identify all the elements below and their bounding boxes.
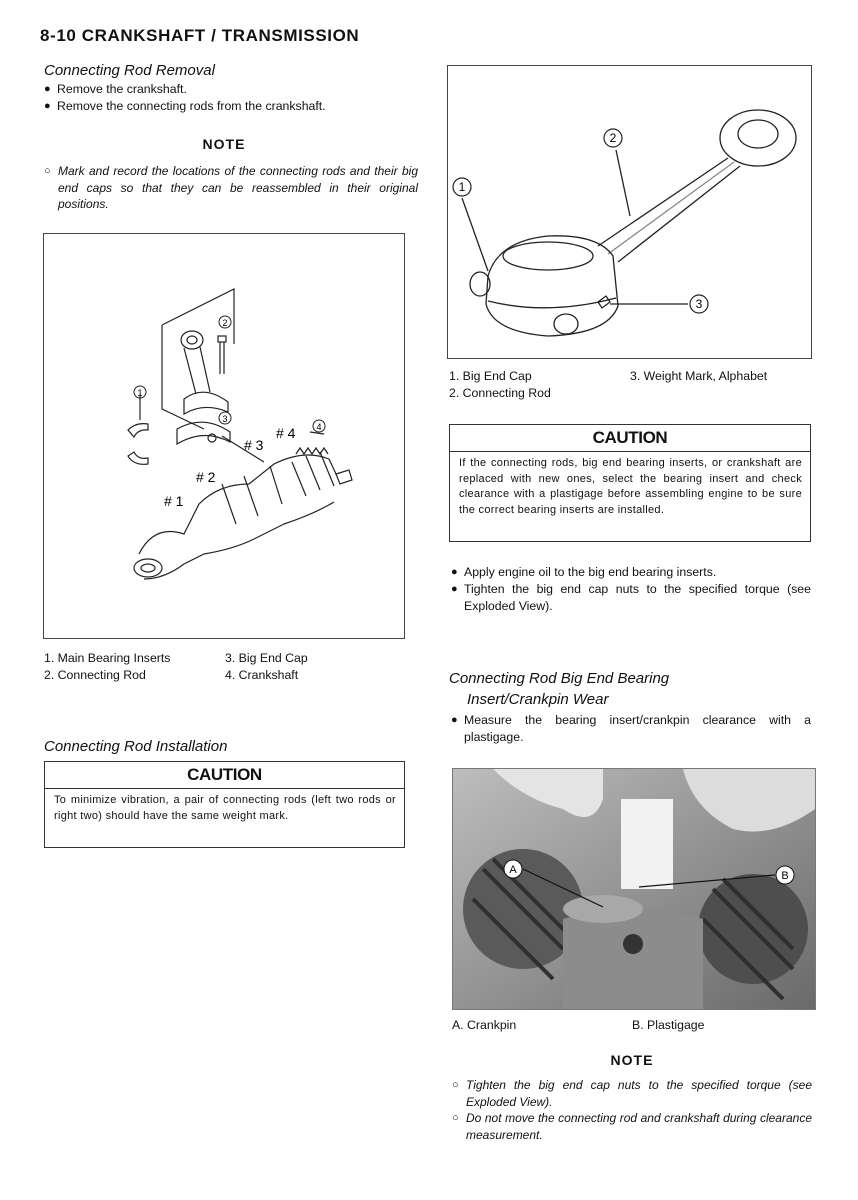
removal-section-title: Connecting Rod Removal bbox=[44, 62, 215, 79]
list-item: ● Remove the connecting rods from the crankshaft. bbox=[44, 98, 404, 115]
note-item: ○ Do not move the connecting rod and crankshaft during clearance measurement. bbox=[452, 1110, 812, 1143]
caution-text: If the connecting rods, big end bearing inserts, or crankshaft are replaced with new ones, select the bearing insert and check clearance with a plastigage before assembling engine to be sure the correct bearing inserts are installed. bbox=[459, 457, 802, 516]
note-list bbox=[452, 1077, 812, 1143]
caution-text: To minimize vibration, a pair of connecting rods (left two rods or right two) should have the same weight mark. bbox=[54, 794, 396, 822]
caution-heading: CAUTION bbox=[45, 762, 404, 789]
caption-big-end-cap: 3. Big End Cap bbox=[225, 651, 308, 665]
note-heading: NOTE bbox=[202, 136, 246, 152]
caution-heading: CAUTION bbox=[450, 425, 810, 452]
callout-1: 1 bbox=[458, 180, 466, 194]
wear-section-subtitle: Insert/Crankpin Wear bbox=[467, 691, 609, 708]
list-item: ● Apply engine oil to the big end bearing inserts. bbox=[451, 564, 811, 581]
position-label-3: # 3 bbox=[244, 437, 264, 453]
caption-connecting-rod: 2. Connecting Rod bbox=[449, 386, 551, 400]
plastigage-photo-image bbox=[453, 769, 815, 1009]
caption-big-end-cap: 1. Big End Cap bbox=[449, 369, 532, 383]
connecting-rod-figure bbox=[447, 65, 812, 359]
note-item: ○ Tighten the big end cap nuts to the specified torque (see Exploded View). bbox=[452, 1077, 812, 1110]
note-heading: NOTE bbox=[610, 1052, 654, 1068]
caption-crankpin: A. Crankpin bbox=[452, 1018, 517, 1032]
callout-1: 1 bbox=[137, 388, 143, 398]
callout-3: 3 bbox=[695, 297, 703, 311]
caution-box-replacement bbox=[449, 424, 811, 542]
crankshaft-figure bbox=[43, 233, 405, 639]
caption-weight-mark: 3. Weight Mark, Alphabet bbox=[630, 369, 768, 383]
list-item: ● Measure the bearing insert/crankpin clearance with a plastigage. bbox=[451, 712, 811, 746]
callout-4: 4 bbox=[316, 422, 322, 432]
list-item: ● Tighten the big end cap nuts to the specified torque (see Exploded View). bbox=[451, 581, 811, 615]
wear-bullet-list bbox=[451, 712, 811, 746]
removal-bullet-list bbox=[44, 81, 404, 115]
connecting-rod-illustration bbox=[448, 66, 811, 358]
installation-section-title: Connecting Rod Installation bbox=[44, 738, 228, 755]
crankshaft-illustration bbox=[44, 234, 404, 638]
wear-section-title: Connecting Rod Big End Bearing bbox=[449, 670, 670, 687]
callout-2: 2 bbox=[609, 131, 617, 145]
caption-main-bearing: 1. Main Bearing Inserts bbox=[44, 651, 171, 665]
position-label-4: # 4 bbox=[276, 425, 296, 441]
note-text: ○ Mark and record the locations of the connecting rods and their big end caps so that they can be reassembled in their original positions. bbox=[44, 163, 418, 213]
caption-crankshaft: 4. Crankshaft bbox=[225, 668, 299, 682]
list-item: ● Remove the crankshaft. bbox=[44, 81, 404, 98]
caption-plastigage: B. Plastigage bbox=[632, 1018, 705, 1032]
photo-label-b: B bbox=[781, 870, 789, 882]
callout-3: 3 bbox=[222, 414, 228, 424]
callout-2: 2 bbox=[222, 318, 228, 328]
page-title: 8-10 CRANKSHAFT / TRANSMISSION bbox=[40, 26, 360, 45]
position-label-1: # 1 bbox=[164, 493, 184, 509]
photo-label-a: A bbox=[509, 864, 517, 876]
plastigage-photo bbox=[452, 768, 816, 1010]
caution-box-installation bbox=[44, 761, 405, 848]
caption-connecting-rod: 2. Connecting Rod bbox=[44, 668, 146, 682]
assembly-bullet-list bbox=[451, 564, 811, 615]
position-label-2: # 2 bbox=[196, 469, 216, 485]
